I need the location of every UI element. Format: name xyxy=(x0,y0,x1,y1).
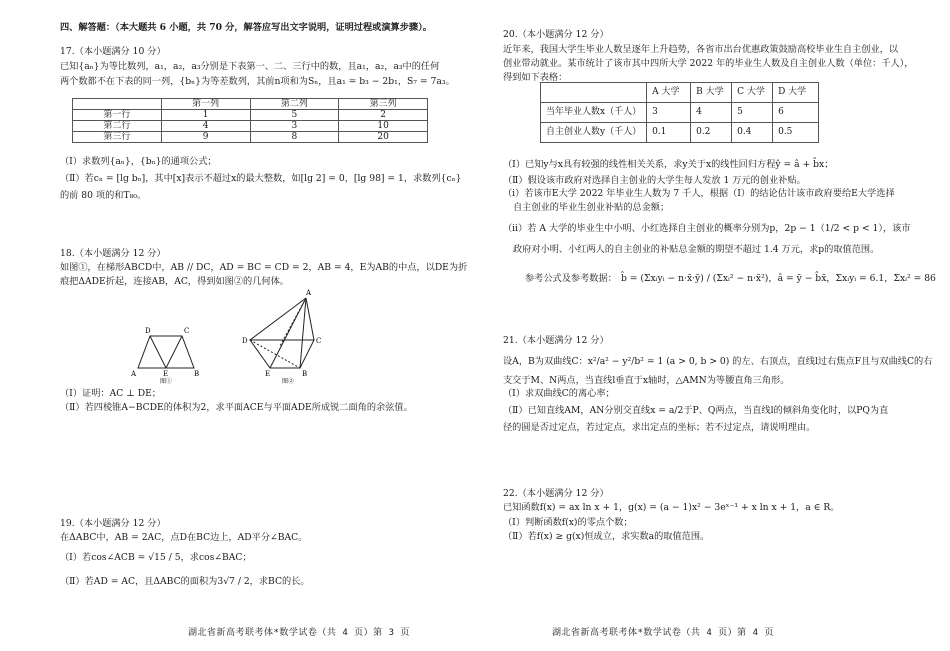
table-header-cell xyxy=(73,99,162,110)
fig2-label-d: D xyxy=(242,337,248,345)
table-cell: 8 xyxy=(250,132,339,143)
q21-header: 21.（本小题满分 12 分） xyxy=(503,335,609,346)
table-row xyxy=(541,123,819,143)
q17-part2-b: 的前 80 项的和T₈₀。 xyxy=(60,190,147,201)
table-cell: 第三行 xyxy=(73,132,162,143)
q17-header: 17.（本小题满分 10 分） xyxy=(60,46,166,57)
table-header-cell xyxy=(541,83,647,103)
q17-part1: （Ⅰ）求数列{aₙ}，{bₙ}的通项公式； xyxy=(60,156,217,167)
q18-part2: （Ⅱ）若四棱锥A−BCDE的体积为2，求平面ACE与平面ADE所成锐二面角的余弦值。 xyxy=(60,402,413,413)
table-cell: 5 xyxy=(250,110,339,121)
fig2-caption: 图② xyxy=(282,378,295,384)
q17-line1: 已知{aₙ}为等比数列，a₁，a₂，a₃分别是下表第一、二、三行中的数，且a₁，a₂，a₃中的任何 xyxy=(60,61,440,72)
fig2-label-b: B xyxy=(302,370,308,378)
q20-part1: （Ⅰ）已知y与x具有较强的线性相关关系，求y关于x的线性回归方程ŷ = â + b̂x； xyxy=(503,159,834,170)
q22-header: 22.（本小题满分 12 分） xyxy=(503,488,609,499)
q19-part1: （Ⅰ）若cos∠ACB = √15 / 5，求cos∠BAC； xyxy=(60,552,252,563)
q20-ref-label: 参考公式及参考数据： xyxy=(525,273,617,284)
fig1-caption: 图① xyxy=(160,378,173,384)
q20-line1: 近年来，我国大学生毕业人数呈逐年上升趋势，各省市出台优惠政策鼓励高校毕业生自主创业，以 xyxy=(503,44,899,55)
table-header-cell: 第一列 xyxy=(161,99,250,110)
q22-line1: 已知函数f(x) = ax ln x + 1，g(x) = (a − 1)x² − 3eˣ⁻¹ + x ln x + 1，a ∈ R。 xyxy=(503,502,840,513)
table-cell: 5 xyxy=(732,103,773,123)
table-cell: 3 xyxy=(250,121,339,132)
q21-part2-a: （Ⅱ）已知直线AM，AN分别交直线x = a/2于P、Q两点，当直线l的倾斜角变化时，以PQ为直 xyxy=(503,405,889,416)
trapezoid-figure xyxy=(138,336,194,368)
q21-part2-b: 径的圆是否过定点，若过定点，求出定点的坐标；若不过定点，请说明理由。 xyxy=(503,422,816,433)
table-cell: 3 xyxy=(647,103,691,123)
section-title: 四、解答题：（本大题共 6 小题，共 70 分，解答应写出文字说明，证明过程或演算步骤）。 xyxy=(60,22,432,33)
fig2-label-a: A xyxy=(306,289,312,297)
footer-right: 湖北省新高考联考体*数学试卷（共 4 页）第 4 页 xyxy=(552,628,774,638)
table-header-cell: B 大学 xyxy=(691,83,732,103)
q21-line1: 设A，B为双曲线C：x²/a² − y²/b² = 1 (a > 0, b > 0) 的左、右顶点，直线l过右焦点F且与双曲线C的右 xyxy=(503,356,933,367)
table-header-cell: C 大学 xyxy=(732,83,773,103)
table-cell: 2 xyxy=(339,110,428,121)
q17-line2: 两个数都不在下表的同一列，{bₙ}为等差数列，其前n项和为Sₙ，且a₁ = b₃ − 2b₁，S₇ = 7a₃。 xyxy=(60,76,455,87)
q19-header: 19.（本小题满分 12 分） xyxy=(60,518,166,529)
fig1-label-c: C xyxy=(184,327,190,335)
table-row xyxy=(73,132,428,143)
table-cell: 20 xyxy=(339,132,428,143)
q18-part1: （Ⅰ）证明：AC ⊥ DE； xyxy=(60,388,161,399)
table-cell: 4 xyxy=(691,103,732,123)
q18-figures xyxy=(130,288,360,384)
table-cell: 当年毕业人数x（千人） xyxy=(541,103,647,123)
q20-line3: 得到如下表格： xyxy=(503,72,568,83)
table-row xyxy=(73,110,428,121)
table-cell: 4 xyxy=(161,121,250,132)
q18-header: 18.（本小题满分 12 分） xyxy=(60,248,166,259)
q21-part1: （Ⅰ）求双曲线C的离心率； xyxy=(503,388,615,399)
q18-line2: 痕把ΔADE折起，连接AB，AC，得到如图②的几何体。 xyxy=(60,276,289,287)
table-cell: 0.4 xyxy=(732,123,773,143)
q19-line1: 在ΔABC中，AB = 2AC，点D在BC边上，AD平分∠BAC。 xyxy=(60,532,308,543)
table-cell: 6 xyxy=(773,103,819,123)
table-cell: 自主创业人数y（千人） xyxy=(541,123,647,143)
q17-part2-a: （Ⅱ）若cₙ = [lg bₙ]，其中[x]表示不超过x的最大整数，如[lg 2] = 0，[lg 98] = 1，求数列{cₙ} xyxy=(60,173,462,184)
q17-table xyxy=(72,98,428,143)
q22-part2: （Ⅱ）若f(x) ≥ g(x)恒成立，求实数a的取值范围。 xyxy=(503,531,710,542)
table-header-cell: A 大学 xyxy=(647,83,691,103)
table-cell: 第一行 xyxy=(73,110,162,121)
q20-line2: 创业带动就业。某市统计了该市其中四所大学 2022 年的毕业生人数及自主创业人数（单位：千人）， xyxy=(503,58,914,69)
table-cell: 0.5 xyxy=(773,123,819,143)
q22-part1: （Ⅰ）判断函数f(x)的零点个数； xyxy=(503,517,633,528)
pyramid-figure xyxy=(250,298,314,368)
table-row xyxy=(541,103,819,123)
fig1-label-b: B xyxy=(194,370,200,378)
footer-left: 湖北省新高考联考体*数学试卷（共 4 页）第 3 页 xyxy=(188,628,410,638)
fig1-label-e: E xyxy=(163,370,169,378)
table-header-cell: 第二列 xyxy=(250,99,339,110)
table-cell: 10 xyxy=(339,121,428,132)
table-cell: 0.2 xyxy=(691,123,732,143)
q19-part2: （Ⅱ）若AD = AC，且ΔABC的面积为3√7 / 2，求BC的长。 xyxy=(60,576,310,587)
q20-part2-i-b: 自主创业的毕业生创业补贴的总金额； xyxy=(513,202,670,213)
fig1-label-a: A xyxy=(131,370,137,378)
table-cell: 9 xyxy=(161,132,250,143)
fig1-label-d: D xyxy=(145,327,151,335)
q20-formula: b̂ = (Σxᵢyᵢ − n·x̄·ȳ) / (Σxᵢ² − n·x̄²)，â = ȳ − b̂x̄，Σxᵢyᵢ = 6.1，Σxᵢ² = 86 xyxy=(621,273,936,284)
table-header-row xyxy=(541,83,819,103)
q20-part2-i-a: （ⅰ）若该市E大学 2022 年毕业生人数为 7 千人，根据（Ⅰ）的结论估计该市政府要给E大学选择 xyxy=(503,188,895,199)
table-cell: 1 xyxy=(161,110,250,121)
table-header-row xyxy=(73,99,428,110)
q20-part2-ii-a: （ⅱ）若 A 大学的毕业生中小明、小红选择自主创业的概率分别为p，2p − 1（1/2 < p < 1），该市 xyxy=(503,223,911,234)
q20-part2: （Ⅱ）假设该市政府对选择自主创业的大学生每人发放 1 万元的创业补贴。 xyxy=(503,175,806,186)
table-cell: 0.1 xyxy=(647,123,691,143)
table-row xyxy=(73,121,428,132)
q20-table xyxy=(540,82,819,143)
q18-line1: 如图①，在梯形ABCD中，AB // DC，AD = BC = CD = 2，AB = 4，E为AB的中点，以DE为折 xyxy=(60,262,468,273)
table-header-cell: D 大学 xyxy=(773,83,819,103)
fig2-label-e: E xyxy=(265,370,271,378)
q21-line2: 支交于M、N两点，当直线l垂直于x轴时，△AMN为等腰直角三角形。 xyxy=(503,375,790,386)
table-cell: 第二行 xyxy=(73,121,162,132)
table-header-cell: 第三列 xyxy=(339,99,428,110)
q20-part2-ii-b: 政府对小明、小红两人的自主创业的补贴总金额的期望不超过 1.4 万元，求p的取值范围。 xyxy=(513,244,880,255)
fig2-label-c: C xyxy=(316,337,322,345)
q20-header: 20.（本小题满分 12 分） xyxy=(503,29,609,40)
